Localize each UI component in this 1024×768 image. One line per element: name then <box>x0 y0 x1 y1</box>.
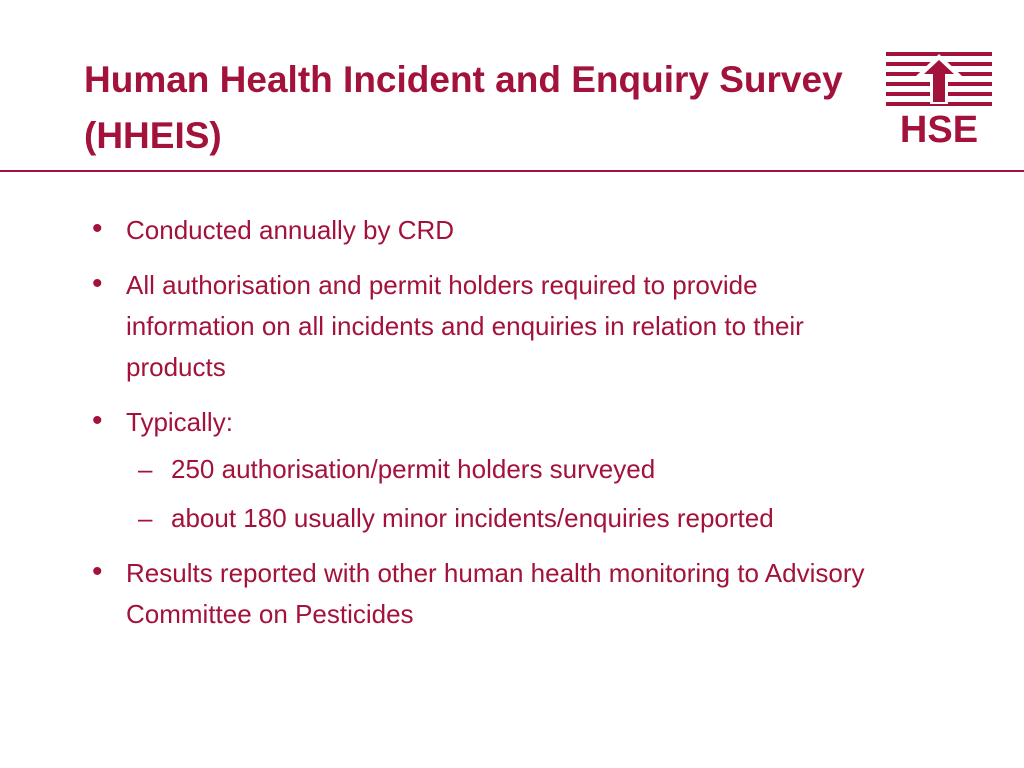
bullet-text: Typically: <box>126 407 233 437</box>
sub-bullet-list <box>126 449 892 539</box>
slide-title: Human Health Incident and Enquiry Survey (HHEIS) <box>84 59 843 156</box>
bullet-dot-icon: • <box>92 267 103 300</box>
sub-bullet-text: about 180 usually minor incidents/enquiries reported <box>171 503 774 533</box>
hse-logo-text: HSE <box>899 109 979 146</box>
bullet-list <box>92 210 892 649</box>
bullet-item <box>92 402 892 539</box>
sub-bullet-item <box>126 498 892 539</box>
bullet-text: All authorisation and permit holders required to provide information on all incidents and enquiries in relation to their products <box>126 270 804 382</box>
bullet-item <box>92 210 892 251</box>
bullet-dot-icon: • <box>92 404 103 437</box>
bullet-item <box>92 553 892 635</box>
sub-bullet-item <box>126 449 892 490</box>
sub-bullet-text: 250 authorisation/permit holders surveyed <box>171 454 656 484</box>
dash-icon: – <box>138 503 153 533</box>
dash-icon: – <box>138 454 153 484</box>
bullet-dot-icon: • <box>92 555 103 588</box>
bullet-dot-icon: • <box>92 212 103 245</box>
bullet-text: Results reported with other human health monitoring to Advisory Committee on Pesticides <box>126 558 865 629</box>
title-divider <box>0 170 1024 172</box>
bullet-text: Conducted annually by CRD <box>126 215 455 245</box>
hse-logo <box>886 50 992 146</box>
bullet-item <box>92 265 892 388</box>
